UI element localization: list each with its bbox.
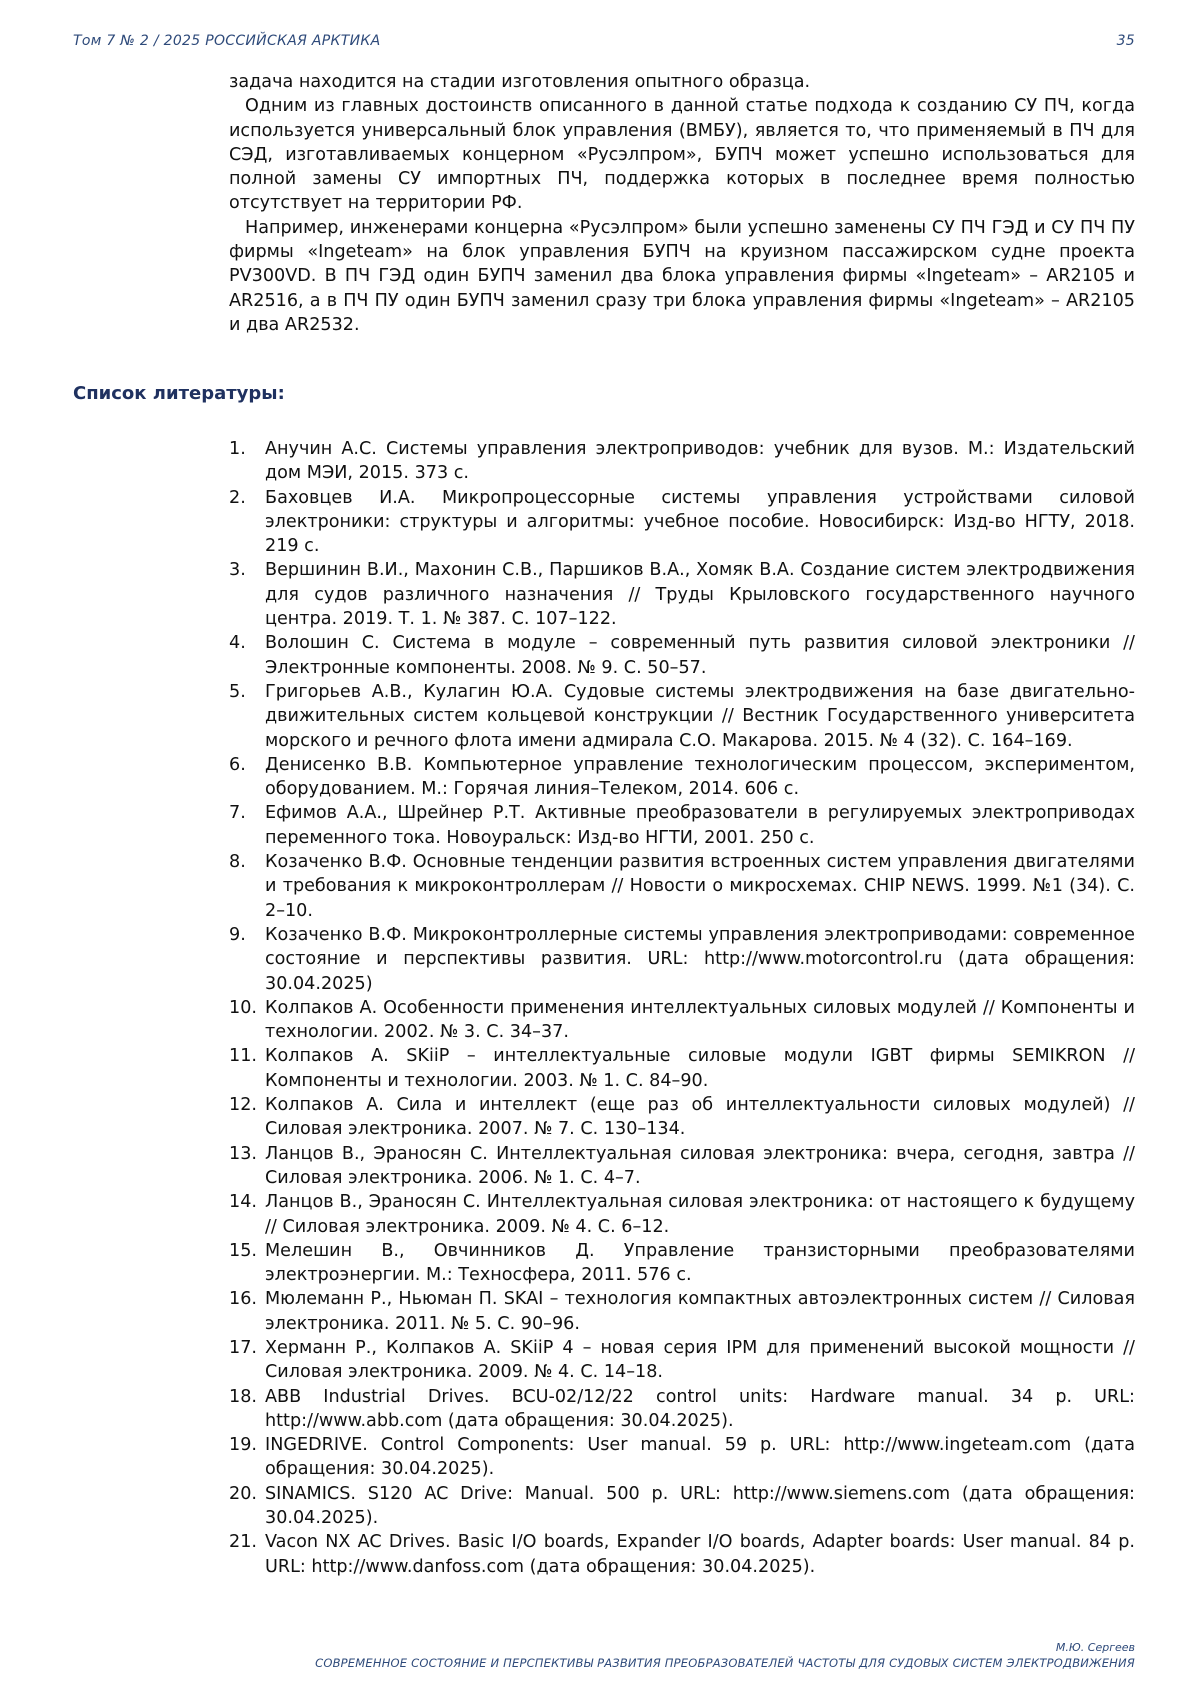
reference-item [229,1482,1135,1531]
reference-text: Колпаков А. SKiiP – интеллектуальные силовые модули IGBT фирмы SEMIKRON // Компоненты и технологии. 2003. № 1. С. 84–90. [265,1046,1135,1091]
reference-text: Vacon NX AC Drives. Basic I/O boards, Expander I/O boards, Adapter boards: User manual. 84 p. URL: http://www.danfoss.com (дата обращения: 30.04.2025). [265,1532,1135,1577]
reference-number: 1. [229,439,246,459]
reference-item [229,1433,1135,1482]
reference-number: 2. [229,487,246,508]
reference-item [229,437,1135,486]
reference-number: 18. [229,1386,257,1407]
reference-text: Козаченко В.Ф. Микроконтроллерные системы управления электроприводами: современное состояние и перспективы развития. URL: http://www.motorcontrol.ru (дата обращения: 30.04.2025) [265,924,1135,994]
reference-item [229,1093,1135,1142]
reference-item [229,1239,1135,1288]
paragraph: Например, инженерами концерна «Русэлпром» были успешно заменены СУ ПЧ ГЭД и СУ ПЧ ПУ фирмы «Ingeteam» на блок управления БУПЧ на круизном пассажирском судне проекта PV300VD. В ПЧ ГЭД один БУПЧ заменил два блока управления фирмы «Ingeteam» – AR2105 и AR2516, а в ПЧ ПУ один БУПЧ заменил сразу три блока управления фирмы «Ingeteam» – AR2105 и два AR2532. [229,217,1135,335]
reference-text: Григорьев А.В., Кулагин Ю.А. Судовые системы электродвижения на базе двигательно-движительных систем кольцевой конструкции // Вестник Государственного университета морского и речного флота имени адмирала С.О. Макарова. 2015. № 4 (32). С. 164–169. [265,681,1135,751]
author-name: М.Ю. Сергеев [1055,1641,1135,1654]
reference-item [229,801,1135,850]
article-body [229,70,1135,337]
running-footer [73,1641,1135,1671]
reference-item [229,1530,1135,1579]
reference-text: ABB Industrial Drives. BCU-02/12/22 control units: Hardware manual. 34 p. URL: http://www.abb.com (дата обращения: 30.04.2025). [265,1386,1135,1431]
reference-number: 13. [229,1143,257,1164]
reference-text: Ланцов В., Эраносян С. Интеллектуальная силовая электроника: вчера, сегодня, завтра // Силовая электроника. 2006. № 1. С. 4–7. [265,1143,1135,1188]
reference-item [229,1190,1135,1239]
reference-item [229,1044,1135,1093]
reference-text: Мелешин В., Овчинников Д. Управление транзисторными преобразователями электроэнергии. М.: Техносфера, 2011. 576 с. [265,1240,1135,1286]
reference-text: Мюлеманн Р., Ньюман П. SKAI – технология компактных автоэлектронных систем // Силовая электроника. 2011. № 5. С. 90–96. [265,1289,1135,1334]
reference-item [229,923,1135,996]
reference-number: 4. [229,633,246,654]
running-header [73,33,1135,49]
reference-number: 5. [229,681,246,702]
reference-item [229,1385,1135,1434]
reference-text: Козаченко В.Ф. Основные тенденции развития встроенных систем управления двигателями и требования к микроконтроллерам // Новости о микросхемах. CHIP NEWS. 1999. №1 (34). С. 2–10. [265,852,1135,921]
reference-number: 6. [229,754,246,775]
reference-item [229,486,1135,559]
reference-item [229,1287,1135,1336]
reference-text: Колпаков А. Особенности применения интеллектуальных силовых модулей // Компоненты и технологии. 2002. № 3. С. 34–37. [265,997,1135,1043]
reference-number: 20. [229,1483,257,1504]
reference-text: Ланцов В., Эраносян С. Интеллектуальная силовая электроника: от настоящего к будущему // Силовая электроника. 2009. № 4. С. 6–12. [265,1192,1135,1237]
reference-item [229,850,1135,923]
paragraph: задача находится на стадии изготовления опытного образца. [229,72,811,92]
reference-item [229,631,1135,680]
reference-number: 7. [229,803,246,824]
references-heading: Список литературы: [73,383,285,404]
reference-number: 10. [229,997,257,1018]
reference-text: Баховцев И.А. Микропроцессорные системы управления устройствами силовой электроники: структуры и алгоритмы: учебное пособие. Новосибирск: Изд-во НГТУ, 2018. 219 с. [265,487,1135,557]
reference-number: 12. [229,1095,257,1116]
reference-item [229,680,1135,753]
reference-number: 15. [229,1240,257,1261]
reference-number: 11. [229,1046,257,1067]
article-title: СОВРЕМЕННОЕ СОСТОЯНИЕ И ПЕРСПЕКТИВЫ РАЗВИТИЯ ПРЕОБРАЗОВАТЕЛЕЙ ЧАСТОТЫ ДЛЯ СУДОВЫХ СИСТЕМ ЭЛЕКТРОДВИЖЕНИЯ [315,1656,1135,1670]
page-number: 35 [1116,33,1135,49]
reference-number: 19. [229,1435,257,1456]
reference-text: Ефимов А.А., Шрейнер Р.Т. Активные преобразователи в регулируемых электроприводах переменного тока. Новоуральск: Изд-во НГТИ, 2001. 250 с. [265,803,1135,848]
paragraph: Одним из главных достоинств описанного в данной статье подхода к созданию СУ ПЧ, когда используется универсальный блок управления (ВМБУ), является то, что применяемый в ПЧ для СЭД, изготавливаемых концерном «Русэлпром», БУПЧ может успешно использоваться для полной замены СУ импортных ПЧ, поддержка которых в последнее время полностью отсутствует на территории РФ. [229,96,1135,214]
reference-number: 14. [229,1192,257,1213]
reference-number: 16. [229,1289,257,1310]
journal-title: Том 7 № 2 / 2025 РОССИЙСКАЯ АРКТИКА [73,33,381,49]
reference-number: 3. [229,560,246,581]
reference-text: INGEDRIVE. Control Components: User manual. 59 p. URL: http://www.ingeteam.com (дата обращения: 30.04.2025). [265,1435,1135,1480]
reference-item [229,558,1135,631]
reference-number: 8. [229,852,246,873]
reference-text: Анучин А.С. Системы управления электроприводов: учебник для вузов. М.: Издательский дом МЭИ, 2015. 373 с. [265,439,1135,484]
reference-text: Волошин С. Система в модуле – современный путь развития силовой электроники // Электронные компоненты. 2008. № 9. С. 50–57. [265,633,1135,678]
reference-text: Колпаков А. Сила и интеллект (еще раз об интеллектуальности силовых модулей) // Силовая электроника. 2007. № 7. С. 130–134. [265,1095,1135,1140]
reference-item [229,996,1135,1045]
reference-item [229,1336,1135,1385]
reference-text: Денисенко В.В. Компьютерное управление технологическим процессом, экспериментом, оборудованием. М.: Горячая линия–Телеком, 2014. 606 с. [265,754,1135,800]
reference-text: SINAMICS. S120 AC Drive: Manual. 500 p. URL: http://www.siemens.com (дата обращения: 30.04.2025). [265,1483,1135,1529]
reference-item [229,1142,1135,1191]
reference-number: 21. [229,1532,257,1553]
reference-text: Херманн Р., Колпаков А. SKiiP 4 – новая серия IPM для применений высокой мощности // Силовая электроника. 2009. № 4. С. 14–18. [265,1337,1135,1383]
reference-number: 17. [229,1337,257,1358]
reference-number: 9. [229,924,246,945]
reference-list [229,437,1135,1579]
reference-item [229,753,1135,802]
reference-text: Вершинин В.И., Махонин С.В., Паршиков В.А., Хомяк В.А. Создание систем электродвижения для судов различного назначения // Труды Крыловского государственного научного центра. 2019. Т. 1. № 387. С. 107–122. [265,560,1135,630]
